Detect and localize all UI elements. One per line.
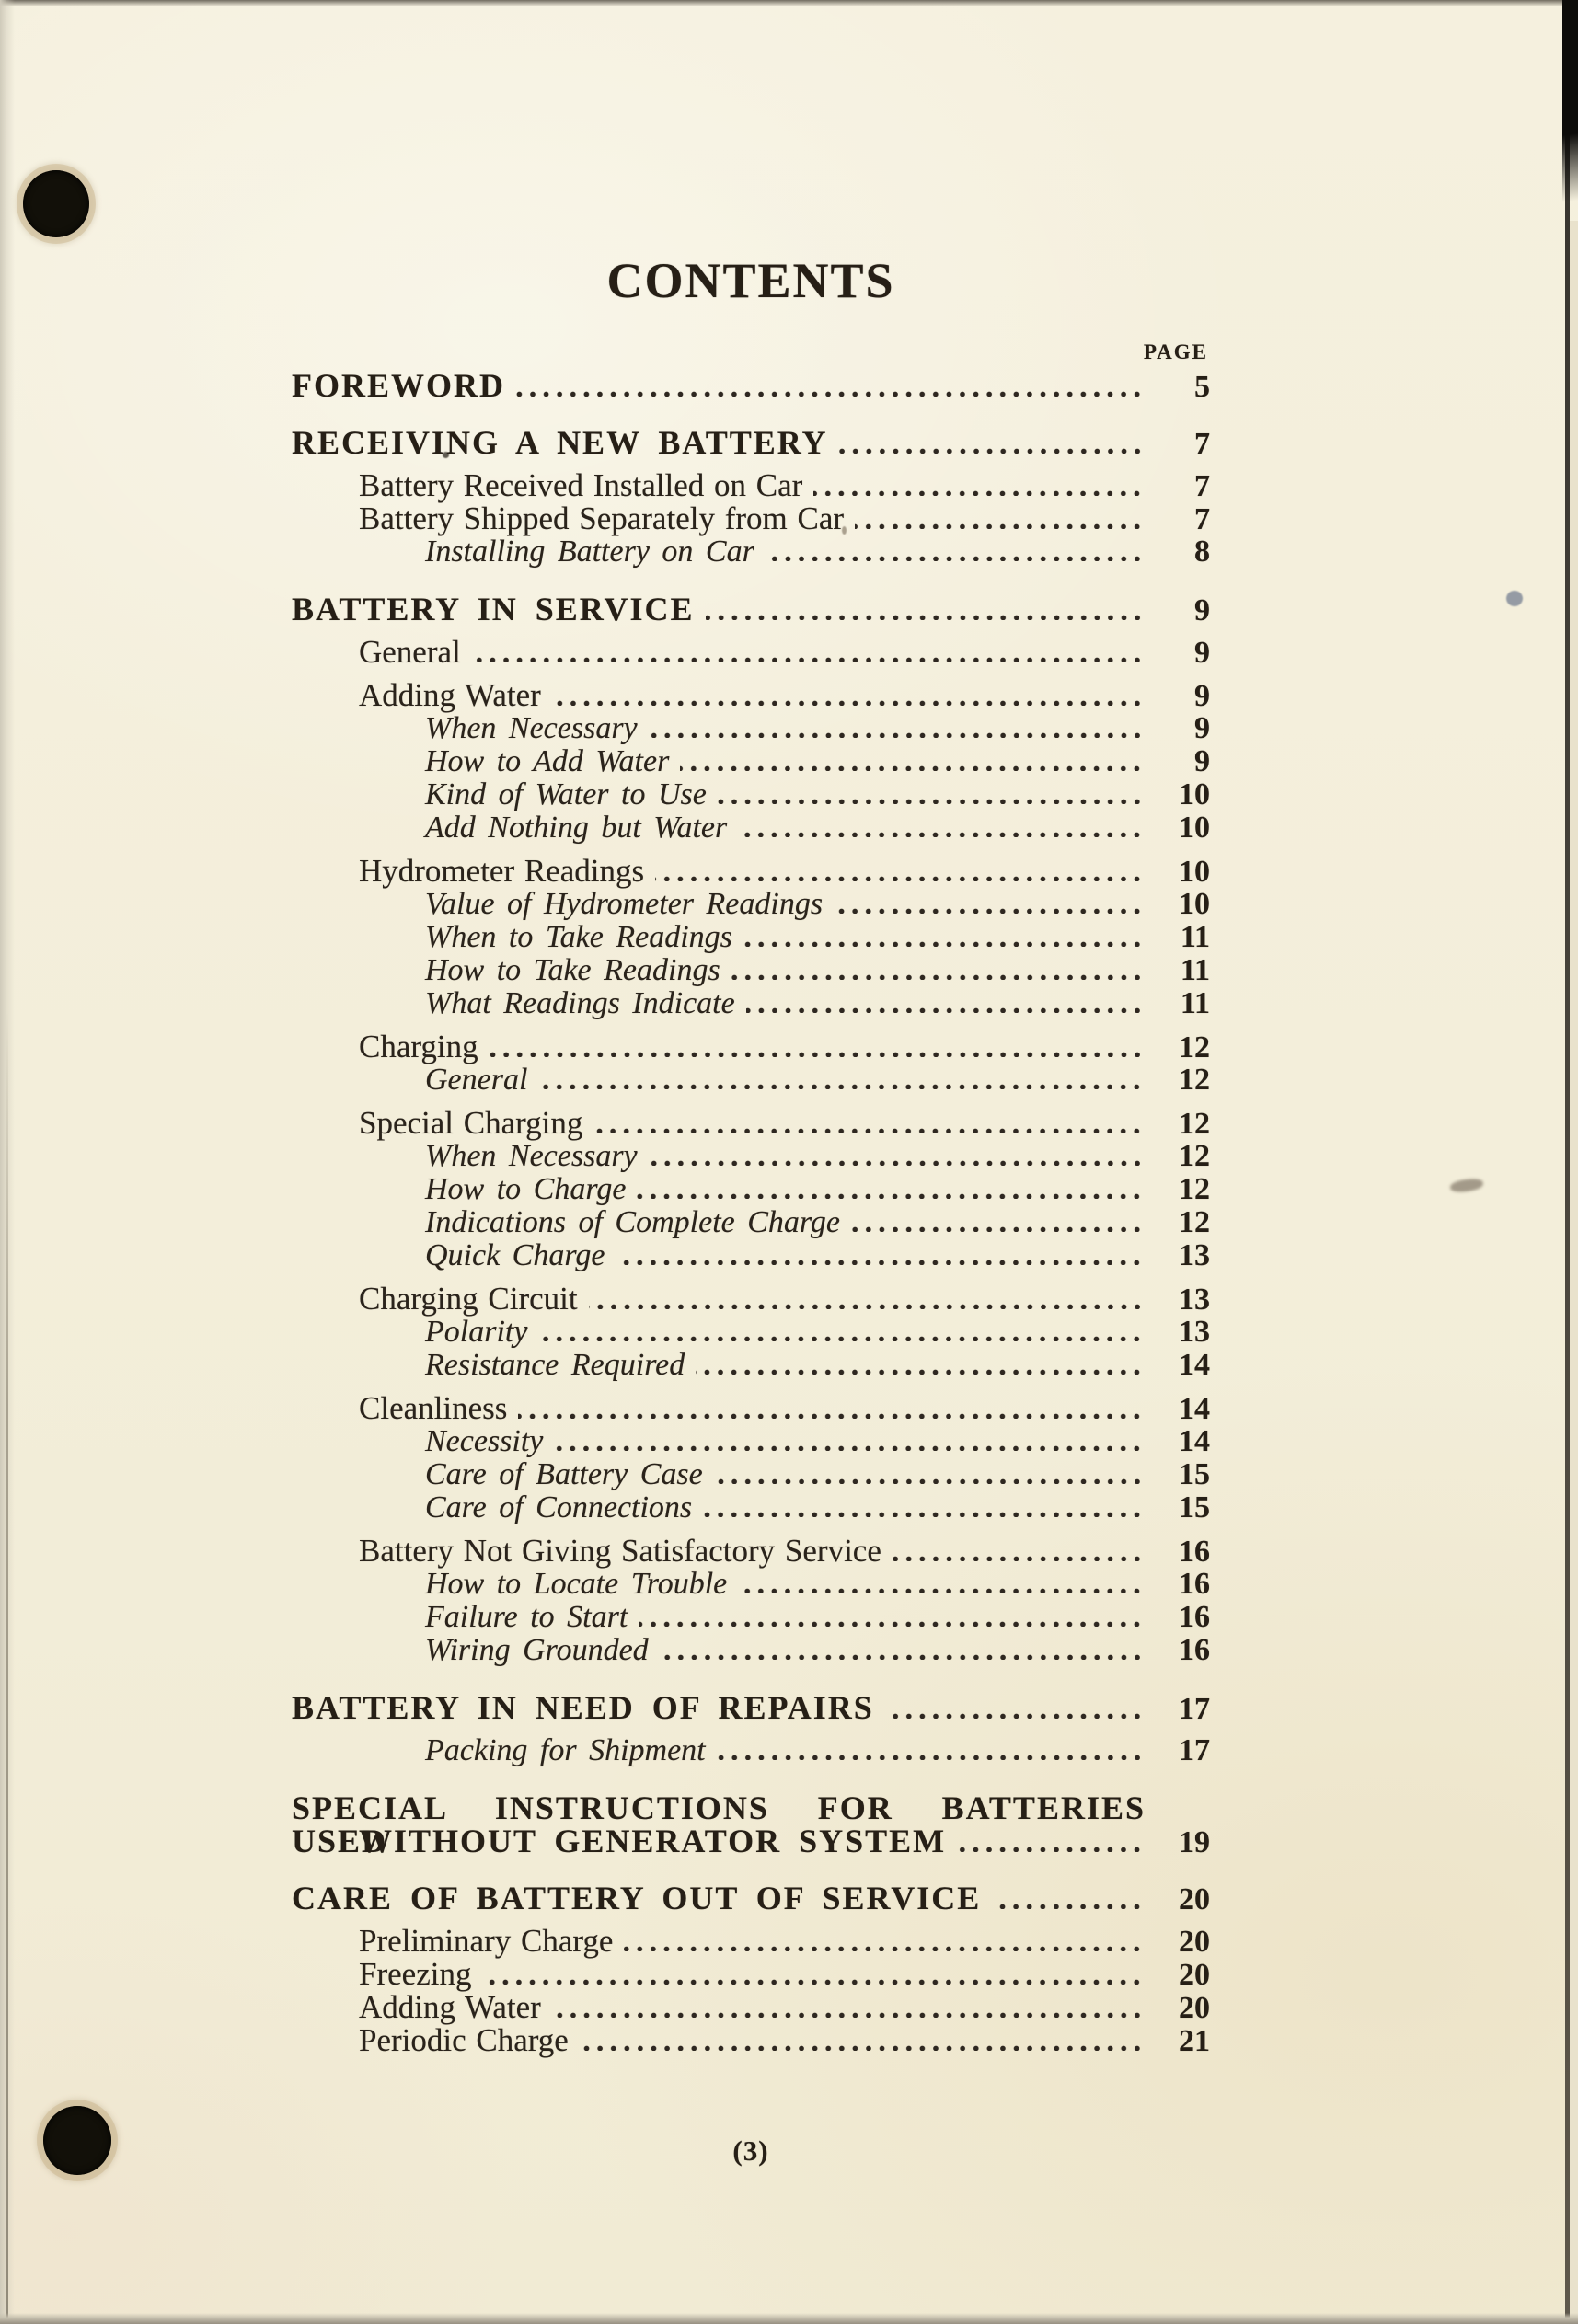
- toc-entry-page: 16: [1179, 1535, 1210, 1569]
- toc-entry-page: 10: [1179, 811, 1210, 845]
- toc-heading-row: [292, 369, 1210, 402]
- toc-row: [292, 855, 1210, 888]
- toc-entry-label: General: [425, 1063, 528, 1097]
- toc-entry-label: How to Locate Trouble: [425, 1567, 728, 1601]
- toc-row: [292, 1283, 1210, 1316]
- dot-leader: [516, 390, 1144, 397]
- dot-leader: [616, 1259, 1144, 1265]
- toc-entry-label: Kind of Water to Use: [425, 777, 707, 811]
- dot-leader: [649, 731, 1144, 738]
- folio-page-number: (3): [732, 2134, 769, 2167]
- toc-entry-label: How to Add Water: [425, 744, 670, 778]
- toc-row: [292, 1634, 1210, 1667]
- toc-entry-label: WITHOUT GENERATOR SYSTEM: [359, 1823, 947, 1859]
- dot-leader: [680, 765, 1144, 771]
- toc-entry-label: Charging Circuit: [359, 1281, 578, 1317]
- toc-entry-page: 12: [1179, 1063, 1210, 1097]
- toc-row: [292, 1491, 1210, 1524]
- dot-leader: [552, 699, 1144, 706]
- toc-rows: [292, 369, 1210, 2057]
- dot-leader: [738, 831, 1144, 837]
- toc-entry-page: 9: [1194, 711, 1210, 745]
- toc-section: [292, 1791, 1210, 1858]
- toc-row: [292, 636, 1210, 669]
- page-crease: [6, 1012, 8, 2324]
- page-edge-line: [1565, 120, 1570, 2324]
- dot-leader: [518, 1412, 1144, 1419]
- toc-group: [292, 1030, 1210, 1097]
- toc-row: [292, 1173, 1210, 1206]
- toc-entry-label: SPECIAL INSTRUCTIONS FOR BATTERIES USED: [292, 1789, 1146, 1859]
- toc-entry-label: BATTERY IN NEED OF REPAIRS: [292, 1689, 874, 1726]
- dot-leader: [839, 447, 1144, 454]
- toc-entry-page: 13: [1179, 1238, 1210, 1272]
- dot-leader: [743, 940, 1144, 947]
- toc-entry-page: 15: [1179, 1490, 1210, 1524]
- dot-leader: [706, 614, 1144, 620]
- dot-leader: [855, 523, 1144, 529]
- toc-group: [292, 1392, 1210, 1524]
- smudge-mark: [1449, 1178, 1483, 1194]
- toc-entry-page: 12: [1179, 1107, 1210, 1141]
- toc-group: [292, 855, 1210, 1020]
- toc-entry-label: Indications of Complete Charge: [425, 1205, 840, 1239]
- toc-row: [292, 778, 1210, 811]
- dot-leader: [538, 1083, 1144, 1089]
- toc-group: [292, 636, 1210, 669]
- toc-row: [292, 1601, 1210, 1634]
- toc-entry-label: Care of Connections: [425, 1490, 693, 1524]
- toc-row: [292, 1458, 1210, 1491]
- toc-entry-label: Hydrometer Readings: [359, 853, 645, 889]
- scan-edge-right-strip: [1570, 221, 1578, 2324]
- toc-row: [292, 1425, 1210, 1458]
- toc-entry-label: Add Nothing but Water: [425, 811, 728, 845]
- toc-entry-page: 14: [1179, 1348, 1210, 1382]
- toc-entry-label: Value of Hydrometer Readings: [425, 887, 824, 921]
- dot-leader: [649, 1159, 1144, 1166]
- toc-section: [292, 1691, 1210, 1767]
- ink-speck: [1506, 591, 1523, 606]
- toc-entry-label: Battery Shipped Separately from Car: [359, 500, 845, 536]
- toc-row: [292, 811, 1210, 845]
- toc-row: [292, 469, 1210, 502]
- dot-leader: [538, 1335, 1144, 1341]
- toc-group: [292, 469, 1210, 569]
- toc-group: [292, 1535, 1210, 1667]
- toc-row: [292, 712, 1210, 745]
- toc-entry-page: 9: [1194, 679, 1210, 713]
- toc-row: [292, 1107, 1210, 1140]
- toc-entry-page: 13: [1179, 1315, 1210, 1349]
- toc-entry-page: 11: [1180, 920, 1210, 954]
- toc-row: [292, 987, 1210, 1020]
- toc-entry-label: Charging: [359, 1029, 478, 1064]
- toc-entry-page: 20: [1179, 1882, 1210, 1916]
- toc-row: [292, 1925, 1210, 1958]
- toc-entry-page: 8: [1194, 535, 1210, 569]
- toc-entry-label: Necessity: [425, 1424, 544, 1458]
- toc-entry-page: 21: [1179, 2024, 1210, 2058]
- toc-entry-label: Cleanliness: [359, 1390, 508, 1426]
- toc-entry-label: When to Take Readings: [425, 920, 732, 954]
- toc-heading-row: [292, 1881, 1210, 1915]
- toc-entry-page: 10: [1179, 855, 1210, 889]
- toc-section: [292, 593, 1210, 1667]
- toc-entry-page: 10: [1179, 887, 1210, 921]
- toc-entry-page: 16: [1179, 1600, 1210, 1634]
- dot-leader: [893, 1555, 1144, 1561]
- toc-entry-page: 14: [1179, 1424, 1210, 1458]
- toc-group: [292, 1107, 1210, 1272]
- toc-row: [292, 1316, 1210, 1349]
- dot-leader: [639, 1620, 1144, 1627]
- toc-row: [292, 1064, 1210, 1097]
- toc-entry-label: Resistance Required: [425, 1348, 685, 1382]
- toc-entry-page: 19: [1179, 1825, 1210, 1859]
- toc-entry-label: Battery Not Giving Satisfactory Service: [359, 1533, 881, 1569]
- toc-entry-page: 5: [1194, 370, 1210, 404]
- toc-entry-label: General: [359, 634, 461, 670]
- dot-leader: [992, 1903, 1144, 1909]
- toc-row: [292, 1958, 1210, 1991]
- page-column-header: PAGE: [1143, 340, 1208, 363]
- toc-entry-page: 9: [1194, 593, 1210, 627]
- toc-entry-page: 9: [1194, 636, 1210, 670]
- toc-entry-label: When Necessary: [425, 1139, 638, 1173]
- page-title: CONTENTS: [606, 253, 895, 308]
- toc-row: [292, 1140, 1210, 1173]
- toc-row: [292, 1392, 1210, 1425]
- toc-entry-label: CARE OF BATTERY OUT OF SERVICE: [292, 1880, 982, 1916]
- toc-row: [292, 954, 1210, 987]
- dot-leader: [472, 656, 1144, 662]
- dot-leader: [637, 1192, 1144, 1199]
- toc-row: [292, 2024, 1210, 2057]
- toc-entry-page: 20: [1179, 1991, 1210, 2025]
- toc-entry-label: How to Charge: [425, 1172, 627, 1206]
- toc-group: [292, 1925, 1210, 2057]
- dot-leader: [482, 1978, 1144, 1985]
- dot-leader: [717, 1754, 1144, 1760]
- toc-group: [292, 679, 1210, 845]
- toc-entry-label: Special Charging: [359, 1105, 583, 1141]
- toc-entry-page: 7: [1194, 469, 1210, 503]
- toc-entry-page: 16: [1179, 1633, 1210, 1667]
- toc-entry-page: 7: [1194, 427, 1210, 461]
- toc-entry-label: Preliminary Charge: [359, 1923, 614, 1959]
- dot-leader: [660, 1653, 1144, 1660]
- toc-entry-page: 20: [1179, 1925, 1210, 1959]
- toc-row: [292, 1734, 1210, 1767]
- toc-group: [292, 1283, 1210, 1382]
- dot-leader: [554, 1444, 1144, 1451]
- scan-edge-bottom: [0, 2313, 1578, 2324]
- toc-entry-label: Periodic Charge: [359, 2022, 569, 2058]
- scan-edge-top: [0, 0, 1578, 6]
- dot-leader: [834, 907, 1144, 914]
- dot-leader: [552, 2011, 1144, 2018]
- dot-leader: [703, 1511, 1144, 1517]
- toc-entry-page: 12: [1179, 1030, 1210, 1064]
- toc-entry-page: 17: [1179, 1692, 1210, 1726]
- punch-hole-top: [23, 170, 89, 237]
- dot-leader: [851, 1225, 1144, 1232]
- toc-entry-page: 16: [1179, 1567, 1210, 1601]
- toc-row: [292, 1030, 1210, 1064]
- dot-leader: [589, 1303, 1144, 1309]
- toc-entry-page: 13: [1179, 1283, 1210, 1317]
- dot-leader: [696, 1368, 1144, 1375]
- toc-row: [292, 1991, 1210, 2024]
- toc-entry-label: Adding Water: [359, 1989, 541, 2025]
- dot-leader: [885, 1712, 1144, 1719]
- toc-row: [292, 745, 1210, 778]
- toc-section: [292, 1881, 1210, 2057]
- toc-row: [292, 1206, 1210, 1239]
- punch-hole-bottom: [43, 2106, 111, 2175]
- toc-entry-label: Quick Charge: [425, 1238, 605, 1272]
- toc-entry-label: Freezing: [359, 1956, 472, 1992]
- toc-entry-page: 15: [1179, 1457, 1210, 1491]
- toc-section: [292, 426, 1210, 569]
- toc-entry-page: 12: [1179, 1172, 1210, 1206]
- dot-leader: [731, 973, 1144, 980]
- toc-entry-page: 14: [1179, 1392, 1210, 1426]
- toc-entry-label: FOREWORD: [292, 367, 505, 404]
- toc-entry-page: 12: [1179, 1205, 1210, 1239]
- toc-entry-label: When Necessary: [425, 711, 638, 745]
- toc-row: [292, 888, 1210, 921]
- toc-entry-page: 12: [1179, 1139, 1210, 1173]
- dot-leader: [746, 1007, 1144, 1013]
- toc-entry-label: How to Take Readings: [425, 953, 720, 987]
- toc-entry-label: Packing for Shipment: [425, 1733, 706, 1767]
- toc-entry-label: Care of Battery Case: [425, 1457, 703, 1491]
- toc-heading-row: [292, 426, 1210, 459]
- dot-leader: [718, 798, 1144, 804]
- dot-leader: [655, 875, 1144, 881]
- toc-row: [292, 921, 1210, 954]
- toc-entry-label: Adding Water: [359, 677, 541, 713]
- toc-row: [292, 535, 1210, 569]
- toc-entry-page: 11: [1180, 986, 1210, 1020]
- toc-section: [292, 369, 1210, 402]
- toc-entry-label: Battery Received Installed on Car: [359, 467, 803, 503]
- dot-leader: [593, 1127, 1144, 1133]
- toc-heading-row: [292, 593, 1210, 626]
- toc-entry-page: 11: [1180, 953, 1210, 987]
- toc-entry-label: Wiring Grounded: [425, 1633, 649, 1667]
- dot-leader: [624, 1945, 1144, 1951]
- toc-row: [292, 1568, 1210, 1601]
- toc-entry-label: BATTERY IN SERVICE: [292, 591, 695, 627]
- toc-row: [292, 1239, 1210, 1272]
- toc-row: [292, 1349, 1210, 1382]
- toc-entry-label: Polarity: [425, 1315, 528, 1349]
- toc-row: [292, 1535, 1210, 1568]
- toc-entry-page: 20: [1179, 1958, 1210, 1992]
- toc-entry-label: Installing Battery on Car: [425, 535, 754, 569]
- dot-leader: [580, 2044, 1144, 2051]
- toc-entry-label: Failure to Start: [425, 1600, 628, 1634]
- dot-leader: [714, 1478, 1144, 1484]
- toc-entry-label: What Readings Indicate: [425, 986, 735, 1020]
- toc-heading-row: [292, 1691, 1210, 1724]
- toc-entry-page: 17: [1179, 1733, 1210, 1767]
- toc-row: [292, 502, 1210, 535]
- toc-row: [292, 679, 1210, 712]
- dot-leader: [957, 1846, 1144, 1852]
- toc-entry-page: 7: [1194, 502, 1210, 536]
- dot-leader: [813, 489, 1144, 496]
- scanner-background-corner: [1562, 0, 1578, 258]
- toc-group: [292, 1734, 1210, 1767]
- toc-entry-page: 10: [1179, 777, 1210, 811]
- toc-entry-page: 9: [1194, 744, 1210, 778]
- dot-leader: [490, 1051, 1144, 1057]
- dot-leader: [738, 1587, 1144, 1593]
- toc-entry-label: RECEIVING A NEW BATTERY: [292, 424, 828, 461]
- dot-leader: [766, 555, 1144, 561]
